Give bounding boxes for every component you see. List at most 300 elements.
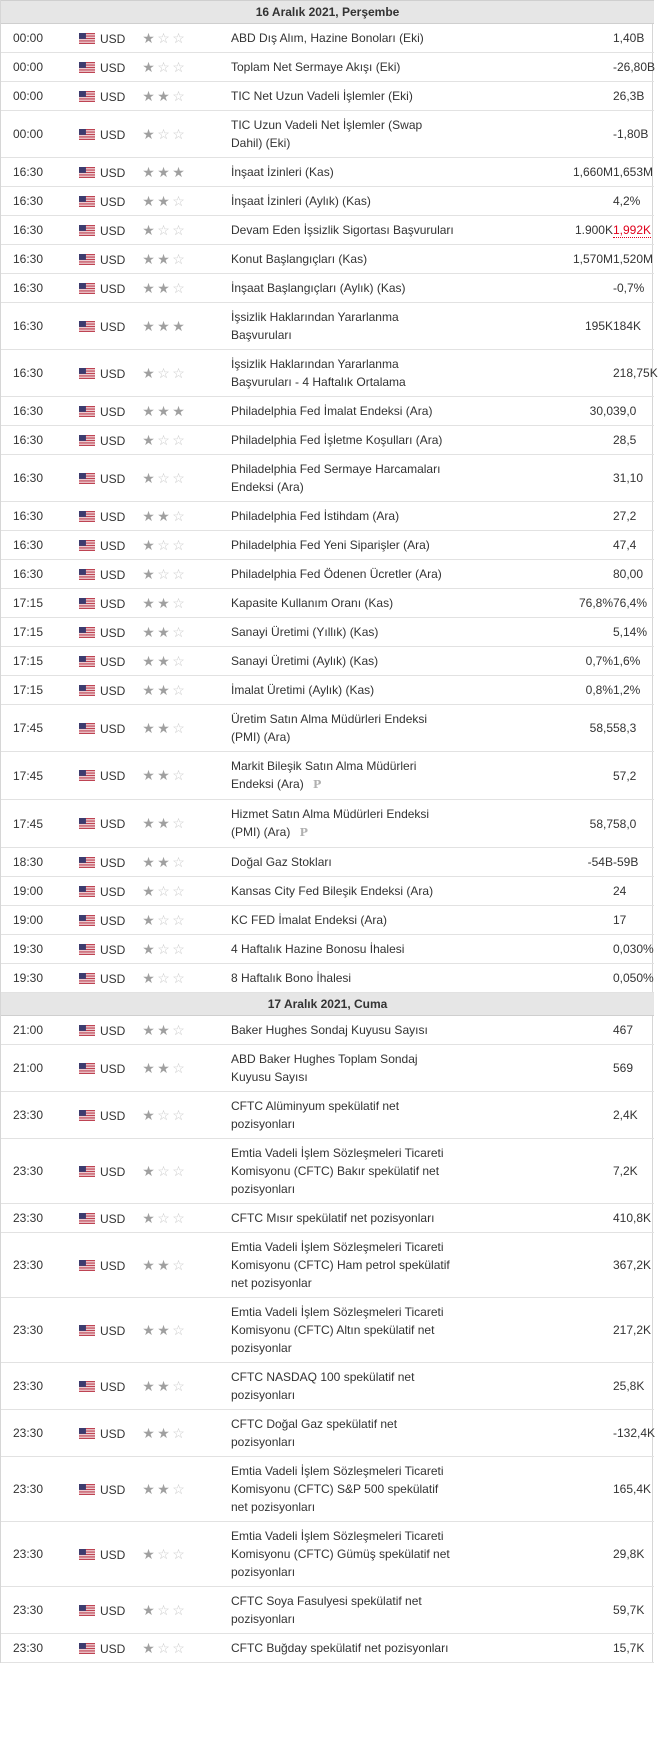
event-name[interactable]: Toplam Net Sermaye Akışı (Eki)	[231, 60, 401, 74]
event-name[interactable]: Kansas City Fed Bileşik Endeksi (Ara)	[231, 884, 434, 898]
event-row[interactable]	[1, 1139, 654, 1204]
event-name-cell[interactable]	[231, 1139, 459, 1204]
event-currency-cell	[76, 216, 141, 245]
event-name-cell[interactable]	[231, 906, 459, 935]
event-actual	[459, 24, 531, 53]
event-forecast	[531, 1016, 613, 1045]
event-name-cell[interactable]	[231, 877, 459, 906]
event-time: 19:30	[1, 935, 76, 964]
importance-stars	[141, 82, 231, 111]
event-previous: 15,7K	[613, 1634, 654, 1663]
event-time: 16:30	[1, 303, 76, 350]
event-name[interactable]: CFTC Soya Fasulyesi spekülatif net pozisyonları	[231, 1594, 422, 1626]
event-name-cell[interactable]	[231, 53, 459, 82]
event-actual	[459, 935, 531, 964]
event-name[interactable]: CFTC Mısır spekülatif net pozisyonları	[231, 1211, 435, 1225]
event-name[interactable]: Emtia Vadeli İşlem Sözleşmeleri Ticareti Komisyonu (CFTC) Ham petrol spekülatif net pozisyonlar	[231, 1240, 450, 1290]
importance-stars	[141, 216, 231, 245]
day-header-row	[1, 993, 654, 1016]
star-filled-icon: ★	[157, 1480, 170, 1497]
event-actual	[459, 1363, 531, 1410]
event-currency-cell	[76, 111, 141, 158]
star-empty-icon: ☆	[172, 192, 185, 209]
event-time: 16:30	[1, 350, 76, 397]
preliminary-icon: P	[313, 778, 322, 791]
star-filled-icon: ★	[142, 1424, 155, 1441]
event-name-cell[interactable]	[231, 964, 459, 993]
event-actual	[459, 1522, 531, 1587]
importance-stars	[141, 1045, 231, 1092]
event-name-cell[interactable]	[231, 1204, 459, 1233]
event-actual	[459, 502, 531, 531]
event-name-cell[interactable]	[231, 1457, 459, 1522]
event-name-cell[interactable]	[231, 187, 459, 216]
event-name-cell[interactable]	[231, 848, 459, 877]
importance-stars	[141, 350, 231, 397]
importance-stars	[141, 1410, 231, 1457]
star-filled-icon: ★	[157, 1424, 170, 1441]
event-row[interactable]	[1, 1233, 654, 1298]
event-actual	[459, 1457, 531, 1522]
event-name[interactable]: İmalat Üretimi (Aylık) (Kas)	[231, 683, 375, 697]
event-currency: USD	[100, 60, 126, 75]
star-empty-icon: ☆	[172, 1321, 185, 1338]
event-row[interactable]	[1, 705, 654, 752]
event-row[interactable]	[1, 82, 654, 111]
event-name-cell[interactable]	[231, 397, 459, 426]
event-row[interactable]	[1, 350, 654, 397]
event-forecast	[531, 1522, 613, 1587]
event-currency-cell	[76, 303, 141, 350]
event-name-cell[interactable]	[231, 800, 459, 848]
revised-previous-value[interactable]: 1,992K	[613, 223, 652, 237]
star-filled-icon: ★	[142, 853, 155, 870]
star-empty-icon: ☆	[157, 1162, 170, 1179]
us-flag-icon	[79, 196, 95, 207]
event-name[interactable]: Hizmet Satın Alma Müdürleri Endeksi (PMI) (Ara)	[231, 807, 430, 839]
event-name[interactable]: Markit Bileşik Satın Alma Müdürleri Endeksi (Ara)	[231, 759, 417, 791]
event-row[interactable]	[1, 502, 654, 531]
event-name[interactable]: Philadelphia Fed İstihdam (Ara)	[231, 509, 400, 523]
event-name[interactable]: TIC Net Uzun Vadeli İşlemler (Eki)	[231, 89, 413, 103]
event-row[interactable]	[1, 676, 654, 705]
event-name[interactable]: 4 Haftalık Hazine Bonosu İhalesi	[231, 942, 405, 956]
event-currency: USD	[100, 768, 126, 783]
us-flag-icon	[79, 1643, 95, 1654]
importance-stars	[141, 1298, 231, 1363]
event-name-cell[interactable]	[231, 426, 459, 455]
star-filled-icon: ★	[142, 1162, 155, 1179]
event-name-cell[interactable]	[231, 1298, 459, 1363]
event-currency-cell	[76, 274, 141, 303]
event-currency: USD	[100, 654, 126, 669]
star-filled-icon: ★	[142, 623, 155, 640]
importance-stars	[141, 245, 231, 274]
star-empty-icon: ☆	[172, 1639, 185, 1656]
event-name[interactable]: ABD Dış Alım, Hazine Bonoları (Eki)	[231, 31, 424, 45]
star-filled-icon: ★	[142, 279, 155, 296]
event-actual	[459, 618, 531, 647]
event-forecast: 58,5	[531, 705, 613, 752]
event-row[interactable]	[1, 303, 654, 350]
event-forecast	[531, 111, 613, 158]
event-previous: 25,8K	[613, 1363, 654, 1410]
event-currency-cell	[76, 426, 141, 455]
event-row[interactable]	[1, 245, 654, 274]
event-name-cell[interactable]	[231, 303, 459, 350]
event-name[interactable]: Philadelphia Fed Ödenen Ücretler (Ara)	[231, 567, 442, 581]
event-name[interactable]: Emtia Vadeli İşlem Sözleşmeleri Ticareti Komisyonu (CFTC) Altın spekülatif net pozisyonlar	[231, 1305, 444, 1355]
star-empty-icon: ☆	[157, 125, 170, 142]
event-name-cell[interactable]	[231, 589, 459, 618]
star-empty-icon: ☆	[172, 1162, 185, 1179]
event-forecast	[531, 906, 613, 935]
event-currency: USD	[100, 1023, 126, 1038]
preliminary-icon: P	[299, 826, 308, 839]
star-empty-icon: ☆	[172, 565, 185, 582]
event-row[interactable]	[1, 24, 654, 53]
star-filled-icon: ★	[142, 1021, 155, 1038]
star-filled-icon: ★	[157, 815, 170, 831]
event-name-cell[interactable]	[231, 1092, 459, 1139]
event-row[interactable]	[1, 647, 654, 676]
event-row[interactable]	[1, 1522, 654, 1587]
event-currency: USD	[100, 971, 126, 986]
event-currency: USD	[100, 913, 126, 928]
star-filled-icon: ★	[142, 1059, 155, 1076]
event-name[interactable]: Doğal Gaz Stokları	[231, 855, 332, 869]
event-name-cell[interactable]	[231, 1587, 459, 1634]
event-name[interactable]: CFTC Doğal Gaz spekülatif net pozisyonları	[231, 1417, 398, 1449]
event-time: 16:30	[1, 158, 76, 187]
event-time: 17:45	[1, 705, 76, 752]
star-empty-icon: ☆	[157, 1639, 170, 1656]
event-name-cell[interactable]	[231, 1410, 459, 1457]
event-name-cell[interactable]	[231, 1634, 459, 1663]
event-name-cell[interactable]	[231, 705, 459, 752]
event-name-cell[interactable]	[231, 647, 459, 676]
event-name-cell[interactable]	[231, 274, 459, 303]
star-filled-icon: ★	[142, 250, 155, 267]
event-row[interactable]	[1, 111, 654, 158]
event-forecast	[531, 964, 613, 993]
star-filled-icon: ★	[142, 317, 155, 334]
event-time: 23:30	[1, 1204, 76, 1233]
importance-stars	[141, 426, 231, 455]
event-row[interactable]	[1, 618, 654, 647]
event-row[interactable]	[1, 752, 654, 800]
event-forecast	[531, 1139, 613, 1204]
star-filled-icon: ★	[142, 29, 155, 46]
importance-stars	[141, 1457, 231, 1522]
star-filled-icon: ★	[142, 364, 155, 381]
event-name[interactable]: İnşaat İzinleri (Kas)	[231, 165, 334, 179]
star-filled-icon: ★	[142, 507, 155, 524]
event-actual	[459, 303, 531, 350]
event-name-cell[interactable]	[231, 676, 459, 705]
event-name[interactable]: Emtia Vadeli İşlem Sözleşmeleri Ticareti Komisyonu (CFTC) Bakır spekülatif net pozisyonları	[231, 1146, 444, 1196]
event-time: 19:00	[1, 906, 76, 935]
event-name-cell[interactable]	[231, 82, 459, 111]
star-filled-icon: ★	[157, 623, 170, 640]
calendar-body	[1, 1, 658, 1663]
event-row[interactable]	[1, 800, 654, 848]
event-time: 16:30	[1, 502, 76, 531]
event-name[interactable]: Philadelphia Fed Sermaye Harcamaları Endeksi (Ara)	[231, 462, 441, 494]
event-name[interactable]: İşsizlik Haklarından Yararlanma Başvuruları	[231, 310, 399, 342]
event-row[interactable]	[1, 906, 654, 935]
event-previous: 5,14%	[613, 618, 654, 647]
importance-stars	[141, 158, 231, 187]
star-empty-icon: ☆	[172, 125, 185, 142]
event-currency-cell	[76, 350, 141, 397]
importance-stars	[141, 1522, 231, 1587]
star-empty-icon: ☆	[172, 940, 185, 957]
us-flag-icon	[79, 473, 95, 484]
event-previous: 0,050%	[613, 964, 654, 993]
star-empty-icon: ☆	[157, 364, 170, 381]
event-row[interactable]	[1, 1634, 654, 1663]
us-flag-icon	[79, 857, 95, 868]
event-previous: 31,10	[613, 455, 654, 502]
event-name[interactable]: Philadelphia Fed İşletme Koşulları (Ara)	[231, 433, 443, 447]
event-actual	[459, 964, 531, 993]
us-flag-icon	[79, 1213, 95, 1224]
event-time: 16:30	[1, 560, 76, 589]
event-previous: 1,2%	[613, 676, 654, 705]
event-name[interactable]: Devam Eden İşsizlik Sigortası Başvuruları	[231, 223, 454, 237]
star-empty-icon: ☆	[157, 565, 170, 582]
event-name-cell[interactable]	[231, 111, 459, 158]
event-row[interactable]	[1, 216, 654, 245]
event-name[interactable]: ABD Baker Hughes Toplam Sondaj Kuyusu Sayısı	[231, 1052, 418, 1084]
event-time: 16:30	[1, 455, 76, 502]
event-row[interactable]	[1, 1045, 654, 1092]
event-row[interactable]	[1, 53, 654, 82]
event-name-cell[interactable]	[231, 24, 459, 53]
event-forecast	[531, 1457, 613, 1522]
event-previous: 1,40B	[613, 24, 654, 53]
event-previous: -59B	[613, 848, 654, 877]
event-name[interactable]: Philadelphia Fed Yeni Siparişler (Ara)	[231, 538, 430, 552]
event-name-cell[interactable]	[231, 216, 459, 245]
event-row[interactable]	[1, 589, 654, 618]
event-currency: USD	[100, 855, 126, 870]
event-forecast	[531, 1410, 613, 1457]
event-time: 16:30	[1, 426, 76, 455]
event-name[interactable]: KC FED İmalat Endeksi (Ara)	[231, 913, 388, 927]
event-name-cell[interactable]	[231, 502, 459, 531]
event-forecast: -54B	[531, 848, 613, 877]
event-row[interactable]	[1, 158, 654, 187]
us-flag-icon	[79, 167, 95, 178]
event-row[interactable]	[1, 1016, 654, 1045]
event-time: 21:00	[1, 1016, 76, 1045]
event-name-cell[interactable]	[231, 1363, 459, 1410]
star-empty-icon: ☆	[172, 279, 185, 296]
star-filled-icon: ★	[157, 594, 170, 611]
event-currency-cell	[76, 1457, 141, 1522]
event-currency-cell	[76, 1045, 141, 1092]
importance-stars	[141, 1204, 231, 1233]
event-row[interactable]	[1, 397, 654, 426]
star-empty-icon: ☆	[172, 853, 185, 870]
star-empty-icon: ☆	[157, 29, 170, 46]
star-empty-icon: ☆	[157, 1545, 170, 1562]
star-empty-icon: ☆	[172, 594, 185, 611]
event-row[interactable]	[1, 560, 654, 589]
importance-stars	[141, 303, 231, 350]
event-currency-cell	[76, 187, 141, 216]
event-actual	[459, 245, 531, 274]
event-currency-cell	[76, 53, 141, 82]
event-name-cell[interactable]	[231, 935, 459, 964]
event-name[interactable]: CFTC Alüminyum spekülatif net pozisyonları	[231, 1099, 400, 1131]
event-forecast: 1,570M	[531, 245, 613, 274]
star-empty-icon: ☆	[157, 911, 170, 928]
star-filled-icon: ★	[142, 192, 155, 209]
us-flag-icon	[79, 1605, 95, 1616]
event-name-cell[interactable]	[231, 560, 459, 589]
event-name[interactable]: 8 Haftalık Bono İhalesi	[231, 971, 352, 985]
event-previous: 47,4	[613, 531, 654, 560]
event-name-cell[interactable]	[231, 158, 459, 187]
event-time: 23:30	[1, 1298, 76, 1363]
importance-stars	[141, 1139, 231, 1204]
star-filled-icon: ★	[142, 402, 155, 419]
importance-stars	[141, 752, 231, 800]
event-name-cell[interactable]	[231, 455, 459, 502]
event-currency: USD	[100, 1379, 126, 1394]
event-row[interactable]	[1, 187, 654, 216]
us-flag-icon	[79, 1549, 95, 1560]
star-empty-icon: ☆	[172, 815, 185, 831]
event-previous: 59,7K	[613, 1587, 654, 1634]
star-filled-icon: ★	[157, 317, 170, 334]
event-row[interactable]	[1, 426, 654, 455]
event-actual	[459, 647, 531, 676]
event-time: 18:30	[1, 848, 76, 877]
event-forecast	[531, 752, 613, 800]
event-forecast: 0,8%	[531, 676, 613, 705]
event-row[interactable]	[1, 1204, 654, 1233]
us-flag-icon	[79, 91, 95, 102]
star-empty-icon: ☆	[172, 469, 185, 486]
event-name-cell[interactable]	[231, 350, 459, 397]
event-name[interactable]: Philadelphia Fed İmalat Endeksi (Ara)	[231, 404, 433, 418]
star-filled-icon: ★	[142, 940, 155, 957]
event-row[interactable]	[1, 1298, 654, 1363]
event-time: 23:30	[1, 1634, 76, 1663]
event-name[interactable]: İnşaat Başlangıçları (Aylık) (Kas)	[231, 281, 406, 295]
event-actual	[459, 1045, 531, 1092]
event-actual	[459, 53, 531, 82]
event-row[interactable]	[1, 877, 654, 906]
us-flag-icon	[79, 511, 95, 522]
event-previous: 7,2K	[613, 1139, 654, 1204]
event-currency: USD	[100, 366, 126, 381]
event-name[interactable]: CFTC Buğday spekülatif net pozisyonları	[231, 1641, 449, 1655]
event-name-cell[interactable]	[231, 531, 459, 560]
event-row[interactable]	[1, 1587, 654, 1634]
event-name-cell[interactable]	[231, 618, 459, 647]
event-forecast	[531, 1092, 613, 1139]
event-name[interactable]: Baker Hughes Sondaj Kuyusu Sayısı	[231, 1023, 428, 1037]
event-forecast	[531, 618, 613, 647]
importance-stars	[141, 560, 231, 589]
event-row[interactable]	[1, 848, 654, 877]
event-name[interactable]: Üretim Satın Alma Müdürleri Endeksi (PMI) (Ara)	[231, 712, 428, 744]
event-row[interactable]	[1, 964, 654, 993]
star-empty-icon: ☆	[157, 58, 170, 75]
event-row[interactable]	[1, 1363, 654, 1410]
event-currency-cell	[76, 647, 141, 676]
event-time: 16:30	[1, 397, 76, 426]
event-name[interactable]: CFTC NASDAQ 100 spekülatif net pozisyonları	[231, 1370, 415, 1402]
event-previous: 57,2	[613, 752, 654, 800]
star-filled-icon: ★	[142, 681, 155, 698]
event-previous: -0,7%	[613, 274, 654, 303]
event-name[interactable]: İşsizlik Haklarından Yararlanma Başvuruları - 4 Haftalık Ortalama	[231, 357, 406, 389]
event-time: 23:30	[1, 1363, 76, 1410]
event-currency: USD	[100, 194, 126, 209]
event-previous: 1,653M	[613, 158, 654, 187]
event-name[interactable]: İnşaat İzinleri (Aylık) (Kas)	[231, 194, 371, 208]
event-actual	[459, 676, 531, 705]
us-flag-icon	[79, 1063, 95, 1074]
event-row[interactable]	[1, 935, 654, 964]
us-flag-icon	[79, 368, 95, 379]
event-name-cell[interactable]	[231, 1016, 459, 1045]
event-name[interactable]: Emtia Vadeli İşlem Sözleşmeleri Ticareti Komisyonu (CFTC) Gümüş spekülatif net pozisyonları	[231, 1529, 450, 1579]
event-name-cell[interactable]	[231, 752, 459, 800]
event-row[interactable]	[1, 1092, 654, 1139]
event-name[interactable]: Sanayi Üretimi (Yıllık) (Kas)	[231, 625, 379, 639]
event-name[interactable]: TIC Uzun Vadeli Net İşlemler (Swap Dahil) (Eki)	[231, 118, 423, 150]
event-name[interactable]: Emtia Vadeli İşlem Sözleşmeleri Ticareti Komisyonu (CFTC) S&P 500 spekülatif net pozisyonları	[231, 1464, 444, 1514]
event-row[interactable]	[1, 274, 654, 303]
event-currency-cell	[76, 82, 141, 111]
event-currency: USD	[100, 567, 126, 582]
event-row[interactable]	[1, 1457, 654, 1522]
event-currency: USD	[100, 1482, 126, 1497]
event-forecast	[531, 877, 613, 906]
event-forecast: 58,7	[531, 800, 613, 848]
importance-stars	[141, 618, 231, 647]
event-name-cell[interactable]	[231, 1522, 459, 1587]
importance-stars	[141, 1587, 231, 1634]
event-currency-cell	[76, 158, 141, 187]
event-name[interactable]: Sanayi Üretimi (Aylık) (Kas)	[231, 654, 379, 668]
event-name[interactable]: Konut Başlangıçları (Kas)	[231, 252, 368, 266]
event-time: 17:45	[1, 752, 76, 800]
event-time: 16:30	[1, 187, 76, 216]
event-currency-cell	[76, 676, 141, 705]
event-name-cell[interactable]	[231, 1233, 459, 1298]
star-empty-icon: ☆	[172, 911, 185, 928]
event-name-cell[interactable]	[231, 245, 459, 274]
event-currency-cell	[76, 705, 141, 752]
event-actual	[459, 111, 531, 158]
event-name-cell[interactable]	[231, 1045, 459, 1092]
event-currency: USD	[100, 1164, 126, 1179]
event-name[interactable]: Kapasite Kullanım Oranı (Kas)	[231, 596, 394, 610]
importance-stars	[141, 906, 231, 935]
event-row[interactable]	[1, 455, 654, 502]
star-empty-icon: ☆	[172, 623, 185, 640]
event-row[interactable]	[1, 1410, 654, 1457]
event-row[interactable]	[1, 531, 654, 560]
